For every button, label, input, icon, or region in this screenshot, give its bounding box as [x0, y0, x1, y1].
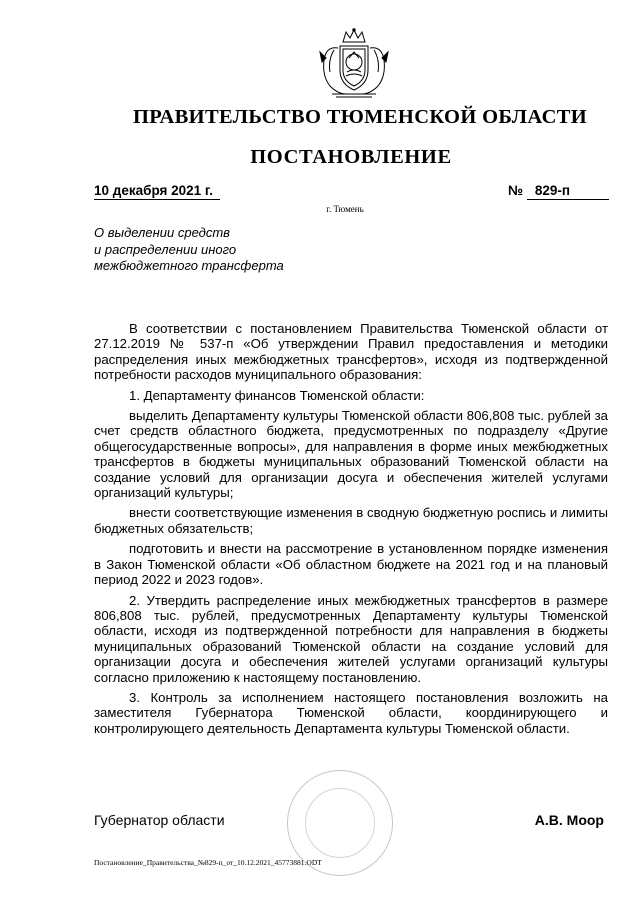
coat-of-arms-icon — [316, 28, 392, 100]
number-label: № — [508, 183, 524, 198]
body-paragraph: В соответствии с постановлением Правительства Тюменской области от 27.12.2019 № 537-п «Об утверждении Правил предоставления и методики распределения иных межбюджетных трансфертов», исходя из подтвержденной потребности расходов муниципального образования: — [94, 321, 608, 383]
seal-inner-ring — [305, 788, 375, 858]
body-paragraph: внести соответствующие изменения в сводную бюджетную роспись и лимиты бюджетных обязательств; — [94, 505, 608, 536]
document-date: 10 декабря 2021 г. — [94, 183, 220, 200]
document-subject — [94, 225, 284, 275]
body-paragraph: 1. Департаменту финансов Тюменской области: — [129, 387, 425, 403]
body-paragraph: 2. Утвердить распределение иных межбюджетных трансфертов в размере 806,808 тыс. рублей, предусмотренных Департаменту культуры Тюменской области, исходя из подтвержденной потребности для направления в бюджеты муниципальных образований Тюменской области на создание условий для организации досуга и обеспечения жителей услугами организаций культуры согласно приложению к настоящему постановлению. — [94, 592, 608, 685]
signatory-position: Губернатор области — [94, 812, 225, 828]
footer-filename: Постановление_Правительства_№829-п_от_10.12.2021_45773881.ODT — [94, 858, 322, 867]
document-number — [508, 183, 609, 200]
document-type: ПОСТАНОВЛЕНИЕ — [250, 146, 452, 168]
number-value: 829-п — [527, 183, 609, 200]
body-paragraph: 3. Контроль за исполнением настоящего постановления возложить на заместителя Губернатора Тюменской области, координирующего и контролирующего деятельность Департамента культуры Тюменской области. — [94, 689, 608, 736]
subject-line: межбюджетного трансферта — [94, 258, 284, 273]
document-body — [94, 321, 608, 741]
body-paragraph: выделить Департаменту культуры Тюменской области 806,808 тыс. рублей за счет средств областного бюджета, предусмотренных по подразделу «Другие общегосударственные вопросы», для направления в форме иных межбюджетных трансфертов в бюджеты муниципальных образований Тюменской области на создание условий для организации досуга и обеспечения жителей услугами организаций культуры; — [94, 408, 608, 501]
signatory-name: А.В. Моор — [534, 812, 604, 828]
subject-line: О выделении средств — [94, 225, 230, 240]
city-name: г. Тюмень — [326, 204, 364, 214]
government-title: ПРАВИТЕЛЬСТВО ТЮМЕНСКОЙ ОБЛАСТИ — [132, 106, 588, 128]
subject-line: и распределении иного — [94, 241, 237, 257]
body-paragraph: подготовить и внести на рассмотрение в установленном порядке изменения в Закон Тюменской области «Об областном бюджете на 2021 год и на плановый период 2022 и 2023 годов». — [94, 541, 608, 588]
